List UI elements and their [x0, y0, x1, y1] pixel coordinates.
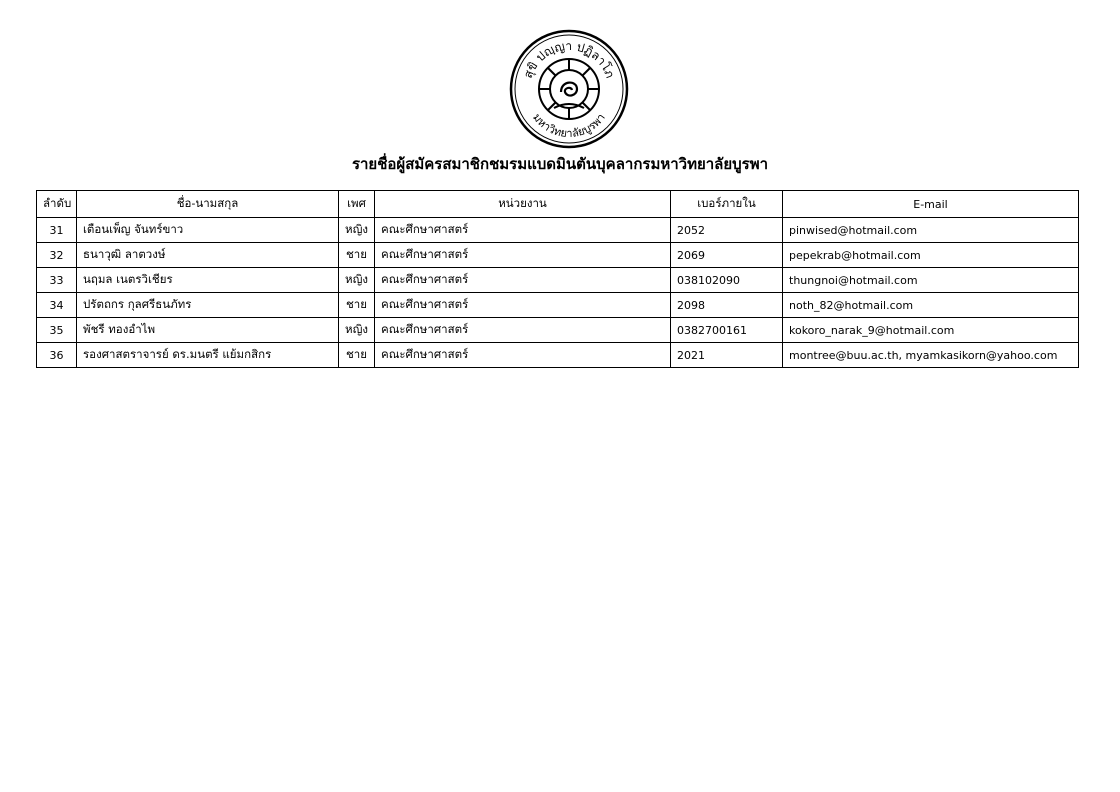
table-row	[37, 293, 1079, 318]
table-row	[37, 218, 1079, 243]
member-table	[36, 190, 1079, 368]
table-row	[37, 318, 1079, 343]
cell-no: 32	[37, 243, 77, 268]
cell-no: 31	[37, 218, 77, 243]
cell-email: kokoro_narak_9@hotmail.com	[783, 318, 1079, 343]
cell-no: 34	[37, 293, 77, 318]
cell-email: thungnoi@hotmail.com	[783, 268, 1079, 293]
cell-ext: 0382700161	[671, 318, 783, 343]
cell-email: pinwised@hotmail.com	[783, 218, 1079, 243]
seal-top-text: สุขิ ปญฺญา ปฏิลาโภ	[520, 38, 618, 81]
cell-unit: คณะศึกษาศาสตร์	[375, 318, 671, 343]
cell-ext: 2069	[671, 243, 783, 268]
seal-bottom-text: มหาวิทยาลัยบูรพา	[530, 111, 608, 141]
cell-unit: คณะศึกษาศาสตร์	[375, 268, 671, 293]
cell-sex: หญิง	[339, 268, 375, 293]
table-row	[37, 268, 1079, 293]
cell-name: ธนาวุฒิ ลาตวงษ์	[77, 243, 339, 268]
cell-name: นฤมล เนตรวิเชียร	[77, 268, 339, 293]
cell-email: pepekrab@hotmail.com	[783, 243, 1079, 268]
col-header-unit: หน่วยงาน	[375, 191, 671, 218]
cell-name: ปรัตถกร กุลศรีธนภัทร	[77, 293, 339, 318]
table-header-row	[37, 191, 1079, 218]
cell-unit: คณะศึกษาศาสตร์	[375, 243, 671, 268]
cell-sex: หญิง	[339, 218, 375, 243]
table-row	[37, 343, 1079, 368]
university-seal-logo	[508, 28, 630, 150]
cell-ext: 2021	[671, 343, 783, 368]
cell-no: 36	[37, 343, 77, 368]
col-header-ext: เบอร์ภายใน	[671, 191, 783, 218]
cell-ext: 2098	[671, 293, 783, 318]
col-header-name: ชื่อ-นามสกุล	[77, 191, 339, 218]
cell-name: เตือนเพ็ญ จันทร์ขาว	[77, 218, 339, 243]
col-header-sex: เพศ	[339, 191, 375, 218]
cell-ext: 038102090	[671, 268, 783, 293]
col-header-no: ลำดับ	[37, 191, 77, 218]
cell-email: montree@buu.ac.th, myamkasikorn@yahoo.com	[783, 343, 1079, 368]
cell-sex: ชาย	[339, 343, 375, 368]
cell-no: 33	[37, 268, 77, 293]
cell-no: 35	[37, 318, 77, 343]
seal-icon	[508, 28, 630, 150]
cell-ext: 2052	[671, 218, 783, 243]
cell-name: รองศาสตราจารย์ ดร.มนตรี แย้มกสิกร	[77, 343, 339, 368]
cell-unit: คณะศึกษาศาสตร์	[375, 293, 671, 318]
cell-sex: ชาย	[339, 243, 375, 268]
table-row	[37, 243, 1079, 268]
cell-name: พัชรี ทองอำไพ	[77, 318, 339, 343]
cell-sex: ชาย	[339, 293, 375, 318]
cell-unit: คณะศึกษาศาสตร์	[375, 218, 671, 243]
page-title: รายชื่อผู้สมัครสมาชิกชมรมแบดมินตันบุคลากรมหาวิทยาลัยบูรพา	[351, 155, 769, 173]
cell-unit: คณะศึกษาศาสตร์	[375, 343, 671, 368]
col-header-email: E-mail	[783, 191, 1079, 218]
cell-sex: หญิง	[339, 318, 375, 343]
cell-email: noth_82@hotmail.com	[783, 293, 1079, 318]
